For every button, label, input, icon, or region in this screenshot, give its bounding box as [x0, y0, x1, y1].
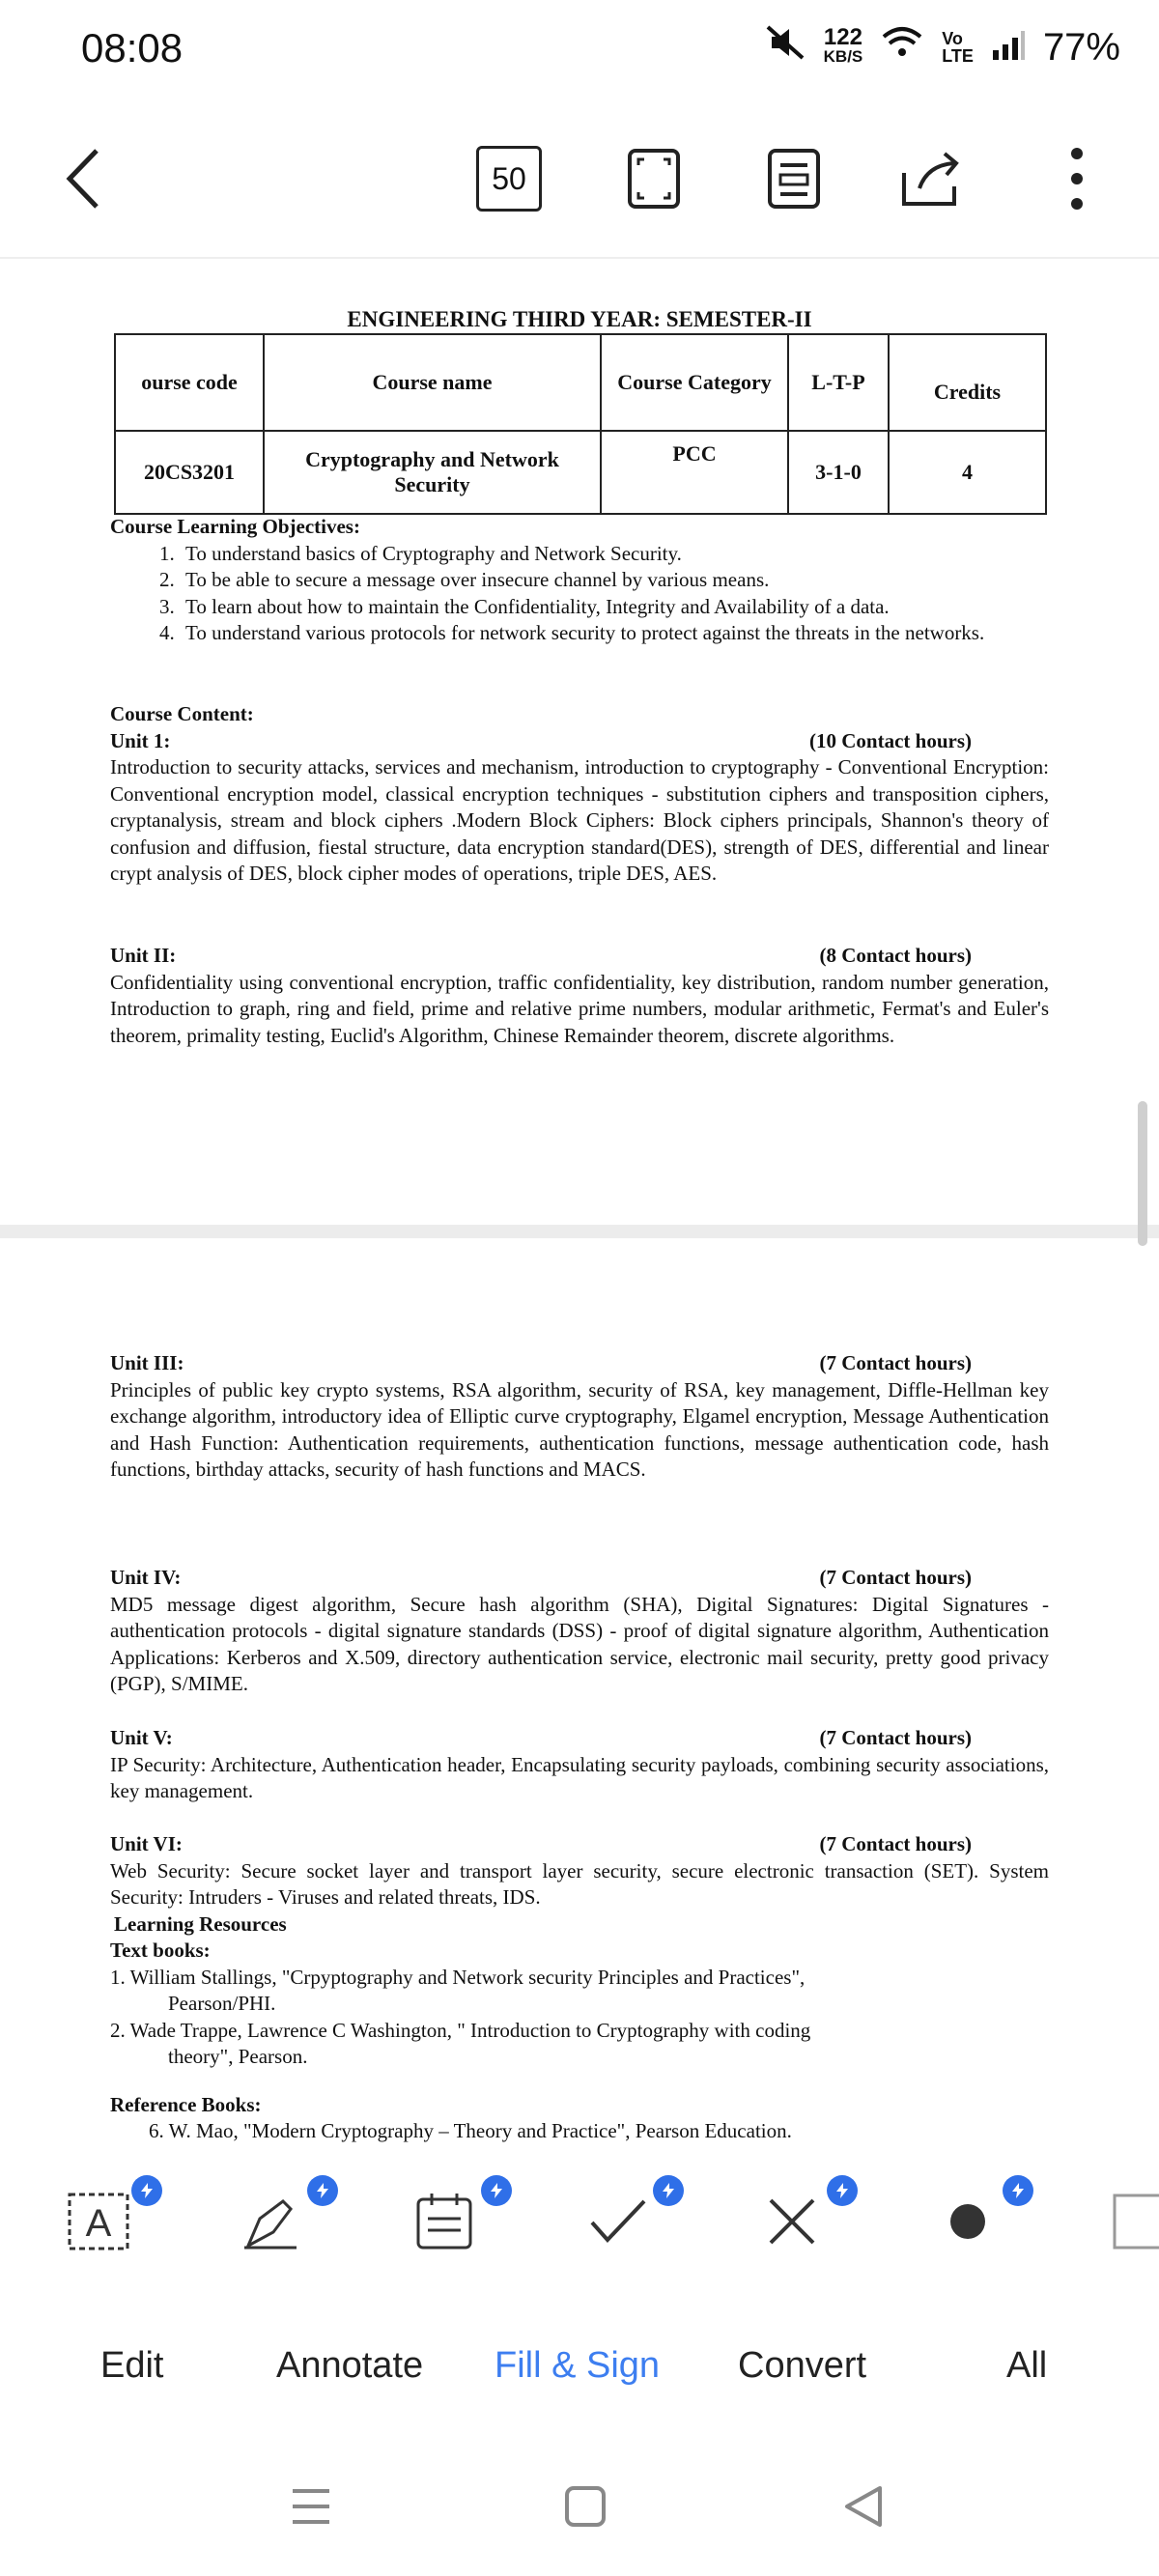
pro-badge-icon — [307, 2175, 338, 2206]
list-item: 3. To learn about how to maintain the Confidentiality, Integrity and Availability of a data. — [180, 594, 1049, 621]
list-item: 1. To understand basics of Cryptography and Network Security. — [180, 541, 1049, 568]
resources-heading: Learning Resources — [114, 1911, 287, 1936]
pro-badge-icon — [827, 2175, 858, 2206]
unit-title: Unit 1: — [110, 728, 171, 752]
table-row — [115, 431, 1046, 514]
unit-text: Introduction to security attacks, services and mechanism, introduction to cryptography - Conventional Encryption: Conventional encryption model, classical encryption techniques - substitution ciphers and transposition ciphers, cryptanalysis, stream and block ciphers .Modern Block Ciphers: Block ciphers principals, Shannon's theory of confusion and diffusion, fiestal structure, data encryption standard(DES), strength of DES, differential and linear crypt analysis of DES, block cipher modes of operations, triple DES, AES. — [110, 755, 1049, 885]
table-cell: 4 — [889, 431, 1046, 514]
status-time: 08:08 — [81, 25, 184, 71]
unit-title: Unit IV: — [110, 1566, 182, 1589]
unit-6-section — [110, 1831, 1049, 2145]
table-header-cell: Course Category — [601, 334, 788, 431]
unit-hours: (7 Contact hours) — [819, 1832, 972, 1855]
back-icon[interactable] — [50, 145, 118, 212]
textbooks-heading: Text books: — [110, 1939, 211, 1962]
text-box-tool[interactable] — [60, 2183, 137, 2260]
pro-badge-icon — [1003, 2175, 1033, 2206]
unit-2-section — [110, 943, 1049, 1049]
table-header-cell: L-T-P — [788, 334, 889, 431]
signal-icon — [991, 26, 1026, 70]
course-table-header — [115, 334, 1046, 431]
home-icon[interactable] — [556, 2477, 614, 2535]
objectives-section — [110, 514, 1049, 647]
unit-header — [110, 1725, 1049, 1752]
pro-badge-icon — [653, 2175, 684, 2206]
unit-hours: (8 Contact hours) — [819, 944, 972, 967]
course-table — [114, 333, 1047, 515]
table-cell: 3-1-0 — [788, 431, 889, 514]
textbook-item-cont: theory", Pearson. — [168, 2045, 308, 2068]
table-header-cell: ourse code — [115, 334, 264, 431]
document-title: ENGINEERING THIRD YEAR: SEMESTER-II — [347, 307, 812, 331]
table-header-cell: Course name — [264, 334, 601, 431]
unit-hours: (7 Contact hours) — [819, 1351, 972, 1374]
volte-icon: Vo LTE — [942, 29, 974, 66]
unit-5-section — [110, 1725, 1049, 1805]
battery-level: 77% — [1042, 25, 1120, 69]
list-item: 4. To understand various protocols for network security to protect against the threats in the networks. — [180, 620, 1049, 647]
unit-title: Unit II: — [110, 944, 177, 967]
textbook-item: 2. Wade Trappe, Lawrence C Washington, " Introduction to Cryptography with coding — [110, 2018, 811, 2042]
network-speed-value: 122 — [823, 24, 862, 50]
cross-tool[interactable] — [753, 2183, 831, 2260]
unit-hours: (10 Contact hours) — [809, 728, 972, 752]
table-header-cell: Credits — [889, 334, 1046, 431]
reading-mode-icon[interactable] — [760, 145, 828, 212]
unit-1-section — [110, 701, 1049, 888]
tab-fill-sign[interactable]: Fill & Sign — [495, 2345, 661, 2386]
table-cell: Cryptography and Network Security — [264, 431, 601, 514]
recent-apps-icon[interactable] — [282, 2477, 340, 2535]
back-nav-icon[interactable] — [834, 2477, 892, 2535]
date-tool[interactable] — [406, 2183, 483, 2260]
pro-badge-icon — [131, 2175, 162, 2206]
table-cell: 20CS3201 — [115, 431, 264, 514]
objectives-heading: Course Learning Objectives: — [110, 515, 360, 538]
tab-edit[interactable]: Edit — [100, 2345, 164, 2386]
list-item: 2. To be able to secure a message over insecure channel by various means. — [180, 567, 1049, 594]
textbook-item: 1. William Stallings, "Crpyptography and Network security Principles and Practices", — [110, 1965, 806, 1989]
rectangle-tool[interactable] — [1111, 2183, 1159, 2260]
status-icons — [764, 23, 1120, 71]
mute-icon — [764, 23, 806, 71]
toolbar-divider — [0, 257, 1159, 259]
unit-title: Unit VI: — [110, 1832, 183, 1855]
unit-hours: (7 Contact hours) — [819, 1726, 972, 1749]
tab-convert[interactable]: Convert — [738, 2345, 867, 2386]
checkmark-tool[interactable] — [580, 2183, 657, 2260]
unit-text: Principles of public key crypto systems, RSA algorithm, security of RSA, key management, Diffle-Hellman key exchange algorithm, introductory idea of Elliptic curve cryptography, Elgamel encryption, Message Authentication and Hash Function: Authentication requirements, authentication functions, message authentication code, hash functions, birthday attacks, security of hash functions and MACS. — [110, 1377, 1049, 1481]
unit-header — [110, 1565, 1049, 1592]
reference-item: 6. W. Mao, "Modern Cryptography – Theory and Practice", Pearson Education. — [149, 2119, 792, 2142]
more-options-icon[interactable] — [1043, 145, 1111, 212]
unit-hours: (7 Contact hours) — [819, 1566, 972, 1589]
dot-tool[interactable] — [929, 2183, 1006, 2260]
unit-title: Unit III: — [110, 1351, 184, 1374]
unit-text: MD5 message digest algorithm, Secure hash algorithm (SHA), Digital Signatures: Digital Signatures - authentication protocols - digital signature standards (DSS) - proof of digital signature algorithm, Authentication Applications: Kerberos and X.509, directory authentication service, electronic mail security, pretty good privacy (PGP), S/MIME. — [110, 1592, 1049, 1695]
reference-heading: Reference Books: — [110, 2092, 262, 2116]
svg-text:A: A — [85, 2202, 112, 2245]
network-speed — [823, 24, 863, 67]
unit-4-section — [110, 1565, 1049, 1698]
unit-text: Web Security: Secure socket layer and transport layer security, secure electronic transaction (SET). System Security: Intruders - Viruses and related threats, IDS. — [110, 1858, 1049, 1909]
objectives-list — [110, 541, 1049, 647]
wifi-icon — [880, 25, 924, 70]
textbook-item-cont: Pearson/PHI. — [168, 1992, 276, 2015]
unit-header — [110, 943, 1049, 970]
unit-3-section — [110, 1350, 1049, 1484]
fullscreen-icon[interactable] — [620, 145, 688, 212]
signature-tool[interactable] — [232, 2183, 309, 2260]
unit-header — [110, 1350, 1049, 1377]
unit-text: IP Security: Architecture, Authentication header, Encapsulating security payloads, combining security associations, key management. — [110, 1752, 1049, 1802]
tab-all[interactable]: All — [1006, 2345, 1048, 2386]
unit-header — [110, 728, 1049, 755]
unit-text: Confidentiality using conventional encryption, traffic confidentiality, key distribution, random number generation, Introduction to graph, ring and field, prime and relative prime numbers, modular arithmetic, Fermat's and Euler's theorem, primality testing, Euclid's Algorithm, Chinese Remainder theorem, discrete algorithms. — [110, 970, 1049, 1047]
unit-title: Unit V: — [110, 1726, 173, 1749]
network-speed-unit: KB/S — [823, 47, 863, 66]
table-cell: PCC — [601, 431, 788, 514]
page-number-button[interactable] — [475, 145, 543, 212]
unit-header — [110, 1831, 1049, 1858]
page-number: 50 — [476, 146, 542, 212]
pro-badge-icon — [481, 2175, 512, 2206]
content-heading: Course Content: — [110, 702, 254, 725]
share-icon[interactable] — [898, 145, 966, 212]
scrollbar-thumb[interactable] — [1138, 1101, 1147, 1246]
page-separator — [0, 1225, 1159, 1238]
tab-annotate[interactable]: Annotate — [276, 2345, 424, 2386]
